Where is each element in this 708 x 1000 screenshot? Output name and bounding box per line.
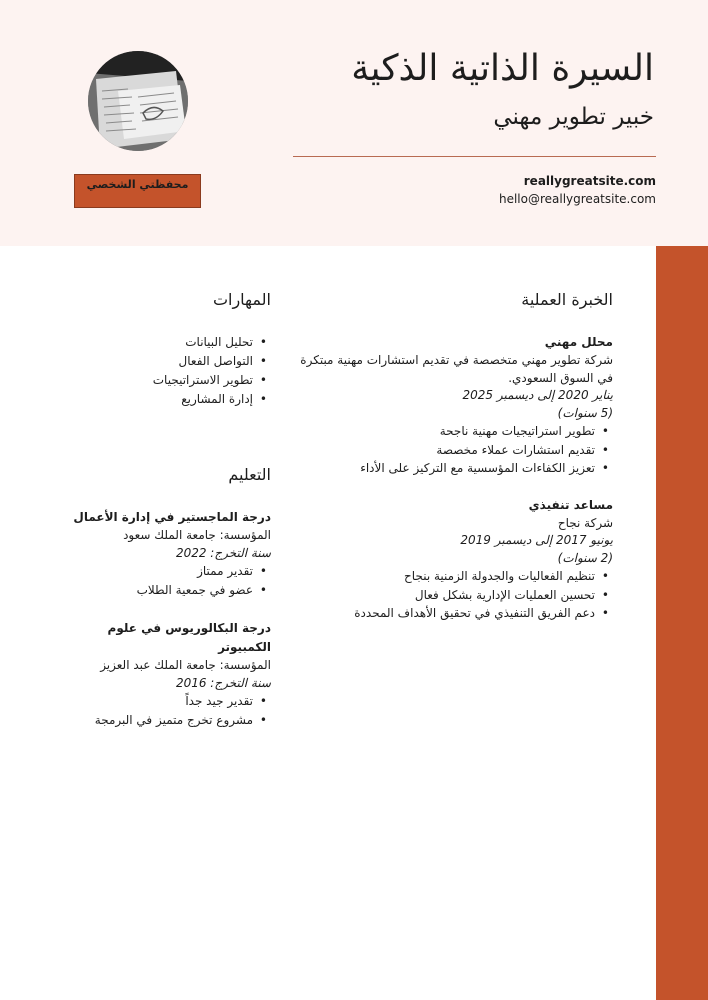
experience-section — [283, 290, 613, 623]
skills-heading: المهارات — [212, 290, 271, 309]
list-item: • دعم الفريق التنفيذي في تحقيق الأهداف المحددة — [283, 604, 613, 623]
degree-institution: المؤسسة: جامعة الملك سعود — [123, 528, 271, 542]
page-title: السيرة الذاتية الذكية — [351, 48, 654, 89]
degree-bullets — [51, 692, 271, 729]
degree-bullets — [51, 562, 271, 599]
degree-title: درجة البكالوريوس في علوم الكمبيوتر — [107, 621, 271, 654]
job-bullets — [283, 567, 613, 623]
degree-grad-year: سنة التخرج: 2016 — [175, 675, 271, 690]
job-duration: (2 سنوات) — [557, 550, 613, 565]
job-bullets — [283, 422, 613, 478]
portfolio-button[interactable]: محفظتي الشخصي — [74, 174, 201, 208]
profile-photo — [88, 51, 188, 151]
list-item: • تقديم استشارات عملاء مخصصة — [283, 441, 613, 460]
degree-grad-year: سنة التخرج: 2022 — [175, 545, 271, 560]
email-link[interactable]: hello@reallygreatsite.com — [498, 192, 656, 206]
degree-institution: المؤسسة: جامعة الملك عبد العزيز — [100, 658, 271, 672]
list-item: • تعزيز الكفاءات المؤسسية مع التركيز على الأداء — [283, 459, 613, 478]
job-duration: (5 سنوات) — [557, 405, 613, 420]
list-item: • تقدير جيد جداً — [51, 692, 271, 711]
header-divider — [293, 156, 656, 157]
list-item: • تطوير استراتيجيات مهنية ناجحة — [283, 422, 613, 441]
list-item: • مشروع تخرج متميز في البرمجة — [51, 711, 271, 730]
accent-sidebar — [656, 246, 708, 1000]
degree-entry — [51, 619, 271, 729]
degree-entry — [51, 508, 271, 599]
job-dates: يونيو 2017 إلى ديسمبر 2019 — [460, 533, 613, 547]
list-item: • تنظيم الفعاليات والجدولة الزمنية بنجاح — [283, 567, 613, 586]
job-company: شركة تطوير مهني متخصصة في تقديم استشارات مهنية مبتكرة في السوق السعودي. — [300, 353, 613, 385]
job-dates: يناير 2020 إلى ديسمبر 2025 — [462, 388, 613, 402]
experience-heading: الخبرة العملية — [521, 290, 613, 309]
skills-list — [51, 333, 271, 409]
list-item: • تقدير ممتاز — [51, 562, 271, 581]
job-company: شركة نجاح — [557, 515, 613, 530]
list-item: • تحليل البيانات — [51, 333, 271, 352]
sidebar-column — [51, 290, 271, 729]
job-subtitle: خبير تطوير مهني — [493, 104, 654, 130]
education-heading: التعليم — [228, 465, 271, 484]
job-title: محلل مهني — [544, 335, 613, 349]
job-title: مساعد تنفيذي — [528, 497, 613, 512]
list-item: • عضو في جمعية الطلاب — [51, 581, 271, 600]
list-item: • التواصل الفعال — [51, 352, 271, 371]
degree-title: درجة الماجستير في إدارة الأعمال — [73, 510, 271, 524]
list-item: • تطوير الاستراتيجيات — [51, 371, 271, 390]
list-item: • تحسين العمليات الإدارية بشكل فعال — [283, 586, 613, 605]
job-entry — [283, 496, 613, 623]
list-item: • إدارة المشاريع — [51, 390, 271, 409]
website-link[interactable]: reallygreatsite.com — [523, 174, 656, 188]
job-entry — [283, 333, 613, 478]
